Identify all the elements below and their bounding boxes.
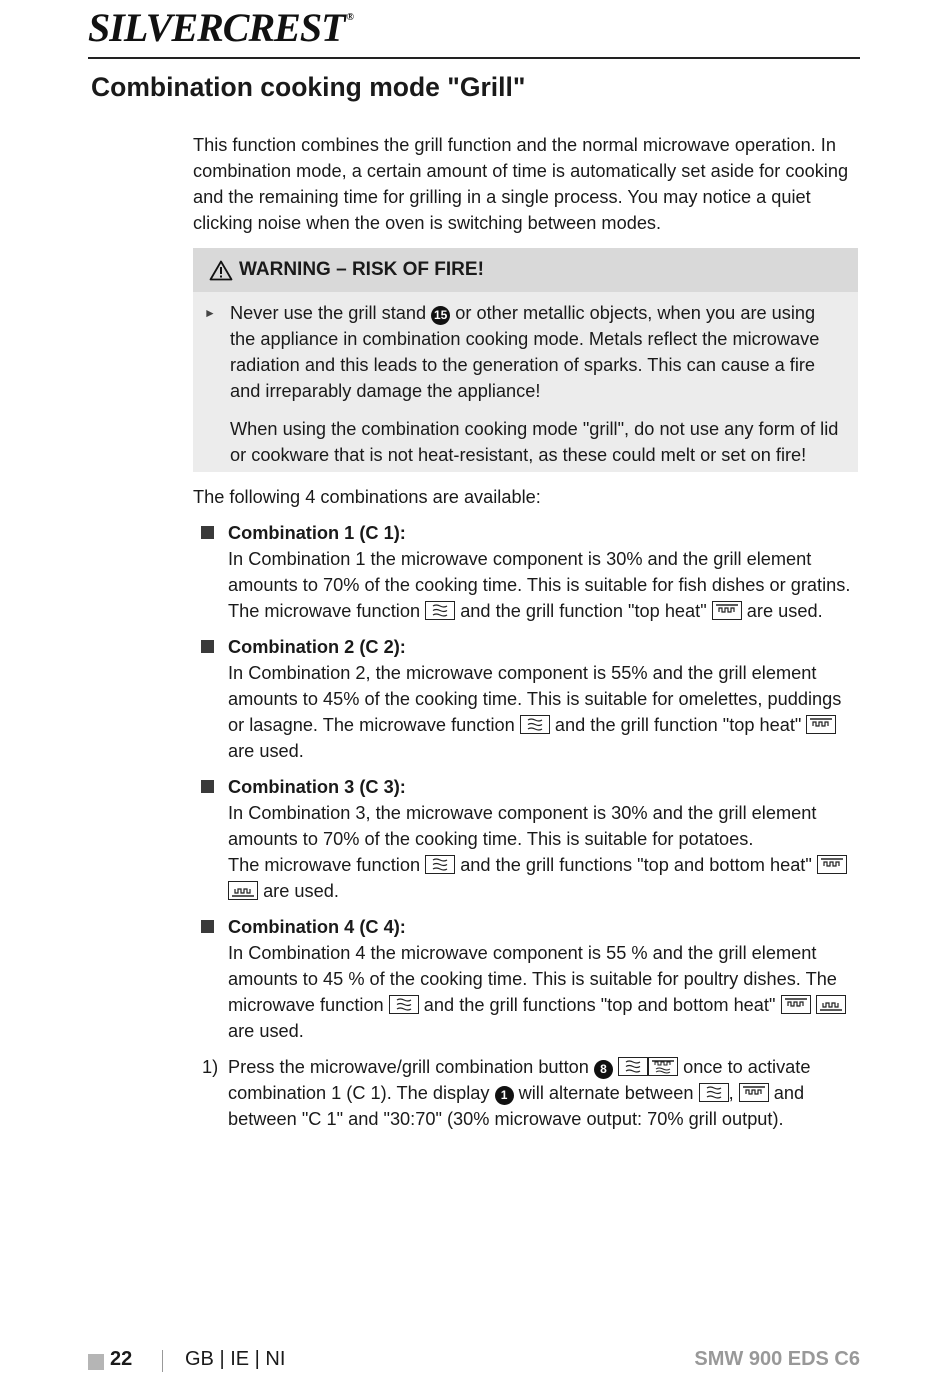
warning-triangle-icon [209, 260, 233, 281]
microwave-icon [699, 1083, 729, 1102]
main-content [193, 132, 858, 1132]
page-footer [88, 1348, 860, 1376]
header-rule [88, 57, 860, 59]
bottom-heat-icon [816, 995, 846, 1014]
microwave-icon [389, 995, 419, 1014]
bullet-square-icon [201, 780, 214, 793]
intro-paragraph: This function combines the grill function and the normal microwave operation. In combination mode, a certain amount of time is automatically set aside for cooking and the remaining time for grilling in a single process. You may notice a quiet clicking noise when the oven is switching between modes. [193, 135, 849, 233]
microwave-icon [425, 855, 455, 874]
top-heat-icon [712, 601, 742, 620]
top-heat-icon [781, 995, 811, 1014]
bullet-square-icon [201, 526, 214, 539]
footer-model: SMW 900 EDS C6 [694, 1348, 860, 1370]
page-title: Combination cooking mode "Grill" [91, 72, 526, 102]
ref-number-8: 8 [594, 1060, 613, 1079]
warning-box [193, 248, 858, 472]
footer-square-icon [88, 1354, 104, 1370]
bullet-square-icon [201, 640, 214, 653]
microwave-icon [520, 715, 550, 734]
bullet-arrow-icon: ► [204, 306, 216, 320]
top-heat-icon [739, 1083, 769, 1102]
ref-number-1: 1 [495, 1086, 514, 1105]
combination-item-2: Combination 2 (C 2): In Combination 2, the microwave component is 55% and the grill element amounts to 45% of the cooking time. This is suitable for omelettes, puddings or lasagne. The microwave function and the grill function "top heat" are used. [193, 634, 858, 764]
combination-item-1: Combination 1 (C 1): In Combination 1 the microwave component is 30% and the grill element amounts to 70% of the cooking time. This is suitable for fish dishes or gratins. The microwave function and the grill function "top heat" are used. [193, 520, 858, 624]
bottom-heat-icon [228, 881, 258, 900]
warning-body [193, 292, 858, 468]
microwave-icon [618, 1057, 648, 1076]
instruction-step-1: 1) Press the microwave/grill combination button 8 once to activate combination 1 (C 1). The display 1 will alternate between , and between "C 1" and "30:70" (30% microwave output: 70% grill output). [202, 1057, 811, 1129]
microwave-icon [425, 601, 455, 620]
footer-languages: GB | IE | NI [185, 1348, 286, 1370]
top-heat-icon [806, 715, 836, 734]
ref-number-15: 15 [431, 306, 450, 325]
footer-divider [162, 1350, 163, 1372]
warning-paragraph-2: When using the combination cooking mode "grill", do not use any form of lid or cookware that is not heat-resistant, as these could melt or set on fire! [230, 419, 839, 465]
bullet-square-icon [201, 920, 214, 933]
top-heat-icon [817, 855, 847, 874]
brand-logo: SILVERCREST ® [88, 5, 354, 50]
combination-item-3: Combination 3 (C 3): In Combination 3, the microwave component is 30% and the grill element amounts to 70% of the cooking time. This is suitable for potatoes. The microwave function and the grill functions "top and bottom heat" are used. [193, 774, 858, 904]
combination-grill-icon [648, 1057, 678, 1076]
warning-heading: WARNING – RISK OF FIRE! [193, 248, 858, 292]
page-number: 22 [110, 1348, 133, 1370]
combination-item-4: Combination 4 (C 4): In Combination 4 the microwave component is 55 % and the grill element amounts to 45 % of the cooking time. This is suitable for poultry dishes. The microwave function and the grill functions "top and bottom heat" are used. [193, 914, 858, 1044]
combinations-intro: The following 4 combinations are available: [193, 487, 541, 507]
warning-paragraph-1: Never use the grill stand 15 or other metallic objects, when you are using the appliance in combination cooking mode. Metals reflect the microwave radiation and this leads to the generation of sparks. This can cause a fire and irreparably damage the appliance! [230, 303, 820, 401]
